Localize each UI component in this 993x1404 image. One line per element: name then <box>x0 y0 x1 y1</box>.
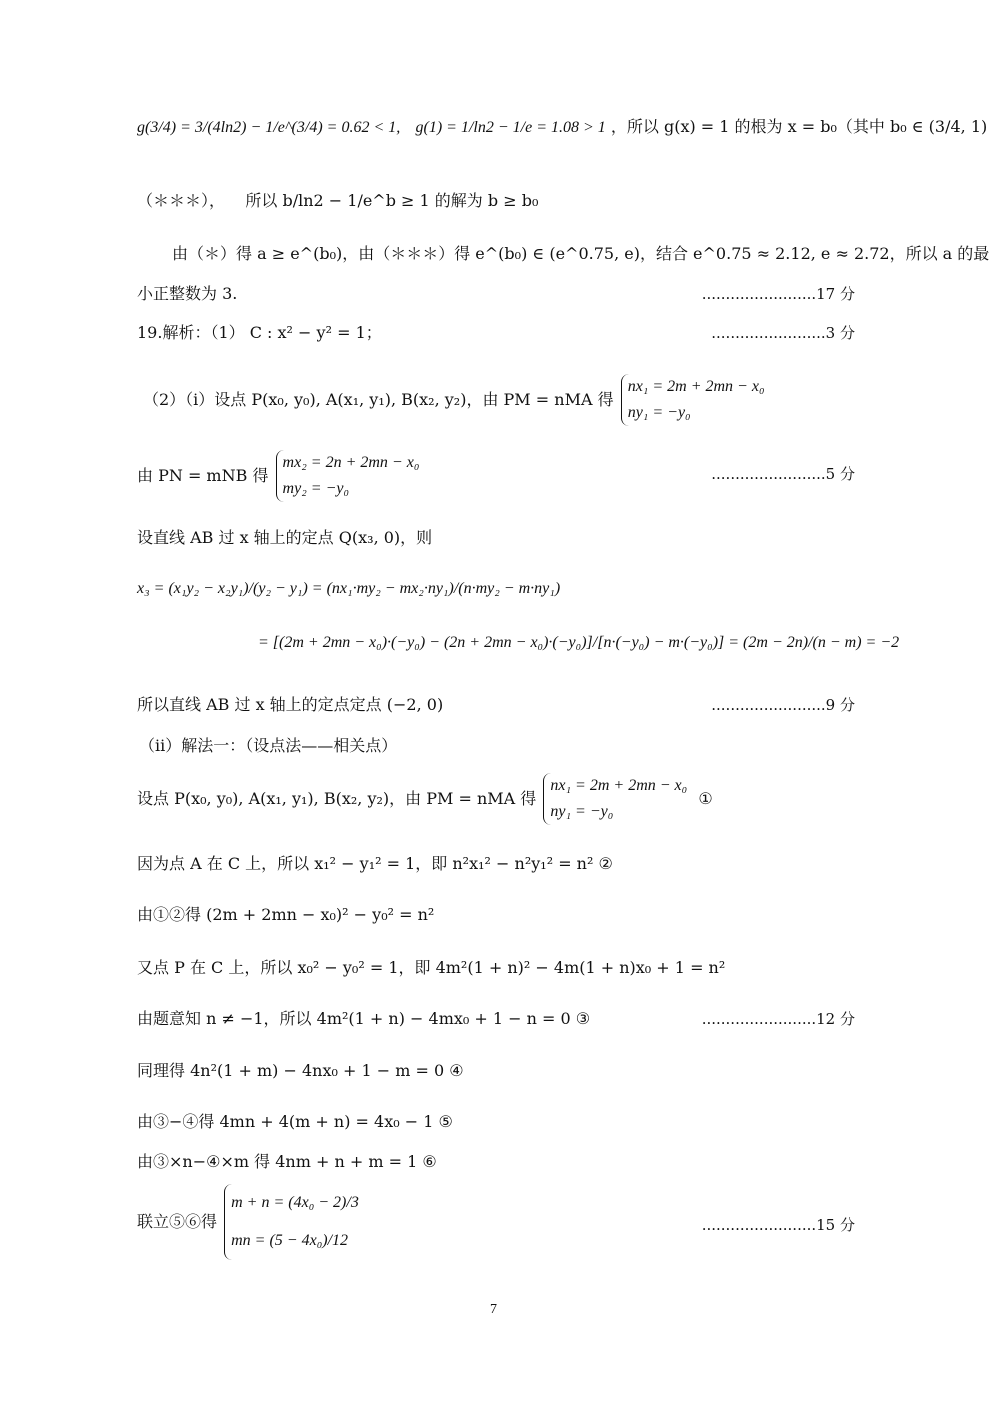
q19-part1-text: 19.解析：（1） C : x² − y² = 1； <box>137 323 382 342</box>
q19-part2i <box>143 374 765 426</box>
circle-one: ① <box>698 789 713 808</box>
g-values-line <box>137 116 987 139</box>
system-pn-eq1: mx₂ = 2n + 2mn − x₀ <box>282 454 420 471</box>
score-3: ........................3 分 <box>711 324 855 342</box>
part2ii-intro <box>137 773 713 825</box>
eq6-line <box>137 1151 437 1173</box>
pn-intro: 由 PN = mNB 得 <box>137 466 269 485</box>
eq4-text: 同理得 4n²(1 + m) − 4nx₀ + 1 − m = 0 ④ <box>137 1061 464 1080</box>
x3-equation-1 <box>137 578 560 600</box>
system-pn-eq2: my₂ = −y₀ <box>282 480 350 497</box>
x3-eq1-text: x₃ = (x₁y₂ − x₂y₁)/(y₂ − y₁) = (nx₁·my₂ − mx₂·ny₁)/(n·my₂ − m·ny₁) <box>137 580 561 597</box>
point-a-line <box>137 853 613 875</box>
page-number: 7 <box>490 1302 497 1317</box>
part2ii-title <box>139 735 397 757</box>
triple-star-ref: （＊＊＊）， <box>137 191 226 210</box>
score-17: ........................17 分 <box>701 285 855 303</box>
system-mn-eq1: m + n = (4x₀ − 2)/3 <box>231 1194 359 1211</box>
score-15: ........................15 分 <box>701 1216 855 1234</box>
point-p-text: 又点 P 在 C 上，所以 x₀² − y₀² = 1，即 4m²(1 + n)² − 4m(1 + n)x₀ + 1 = n² <box>137 958 726 977</box>
system-pm-2 <box>543 773 687 825</box>
part2i-intro: （2）（i）设点 P(x₀, y₀), A(x₁, y₁), B(x₂, y₂)，由 PM = nMA 得 <box>143 390 614 409</box>
from-12-line <box>137 904 434 926</box>
system-pn <box>276 450 420 502</box>
part2ii-intro-text: 设点 P(x₀, y₀), A(x₁, y₁), B(x₂, y₂)，由 PM = nMA 得 <box>137 789 537 808</box>
system-mn <box>224 1184 359 1260</box>
conclusion-i-text: 所以直线 AB 过 x 轴上的定点定点 (−2, 0) <box>137 695 444 714</box>
fixed-point-intro <box>137 527 432 549</box>
solution-b-text: 所以 b/ln2 − 1/e^b ≥ 1 的解为 b ≥ b₀ <box>245 191 539 210</box>
system-pm2-eq2: ny₁ = −y₀ <box>550 803 614 820</box>
system-pm <box>621 374 765 426</box>
system-pm-eq1: nx₁ = 2m + 2mn − x₀ <box>627 378 765 395</box>
score-5: ........................5 分 <box>711 465 855 483</box>
eq5-line <box>137 1111 453 1133</box>
combine-system-line <box>137 1184 359 1260</box>
eq6-text: 由③×n−④×m 得 4nm + n + m = 1 ⑥ <box>137 1152 437 1171</box>
point-p-line <box>137 957 725 979</box>
eq5-text: 由③−④得 4mn + 4(m + n) = 4x₀ − 1 ⑤ <box>137 1112 453 1131</box>
eq4-line <box>137 1060 464 1082</box>
system-mn-eq2: mn = (5 − 4x₀)/12 <box>231 1232 349 1249</box>
fixed-point-intro-text: 设直线 AB 过 x 轴上的定点 Q(x₃, 0)，则 <box>137 528 433 547</box>
conclusion-i <box>137 694 443 716</box>
q19-part1 <box>137 322 382 344</box>
system-pm-eq2: ny₁ = −y₀ <box>627 404 691 421</box>
min-integer-text: 小正整数为 3. <box>137 284 238 303</box>
score-9: ........................9 分 <box>711 696 855 714</box>
solution-b-line <box>137 190 538 212</box>
eq3-line <box>137 1008 590 1030</box>
combine-line <box>172 243 989 265</box>
root-text: ，所以 g(x) = 1 的根为 x = b₀（其中 b₀ ∈ (3/4, 1) <box>610 117 988 136</box>
from-12-text: 由①②得 (2m + 2mn − x₀)² − y₀² = n² <box>137 905 435 924</box>
g1-equation: g(1) = 1/ln2 − 1/e = 1.08 > 1 <box>415 119 606 136</box>
min-integer-line <box>137 283 237 305</box>
part2ii-title-text: （ii）解法一：（设点法——相关点） <box>139 736 398 755</box>
pn-line <box>137 450 419 502</box>
point-a-text: 因为点 A 在 C 上，所以 x₁² − y₁² = 1，即 n²x₁² − n²y₁² = n² ② <box>137 854 613 873</box>
combine-system-label: 联立⑤⑥得 <box>137 1212 218 1231</box>
g34-equation: g(3/4) = 3/(4ln2) − 1/e^(3/4) = 0.62 < 1, <box>137 119 401 136</box>
x3-eq2-text: = [(2m + 2mn − x₀)·(−y₀) − (2n + 2mn − x₀)·(−y₀)]/[n·(−y₀) − m·(−y₀)] = (2m − 2n)/(n − m) = −2 <box>258 634 900 651</box>
x3-equation-2 <box>258 632 899 654</box>
system-pm2-eq1: nx₁ = 2m + 2mn − x₀ <box>550 777 688 794</box>
combine-text: 由（＊）得 a ≥ e^(b₀)，由（＊＊＊）得 e^(b₀) ∈ (e^0.75, e)，结合 e^0.75 ≈ 2.12, e ≈ 2.72，所以 a 的最 <box>172 244 990 263</box>
eq3-text: 由题意知 n ≠ −1，所以 4m²(1 + n) − 4mx₀ + 1 − n = 0 ③ <box>137 1009 591 1028</box>
score-12: ........................12 分 <box>701 1010 855 1028</box>
